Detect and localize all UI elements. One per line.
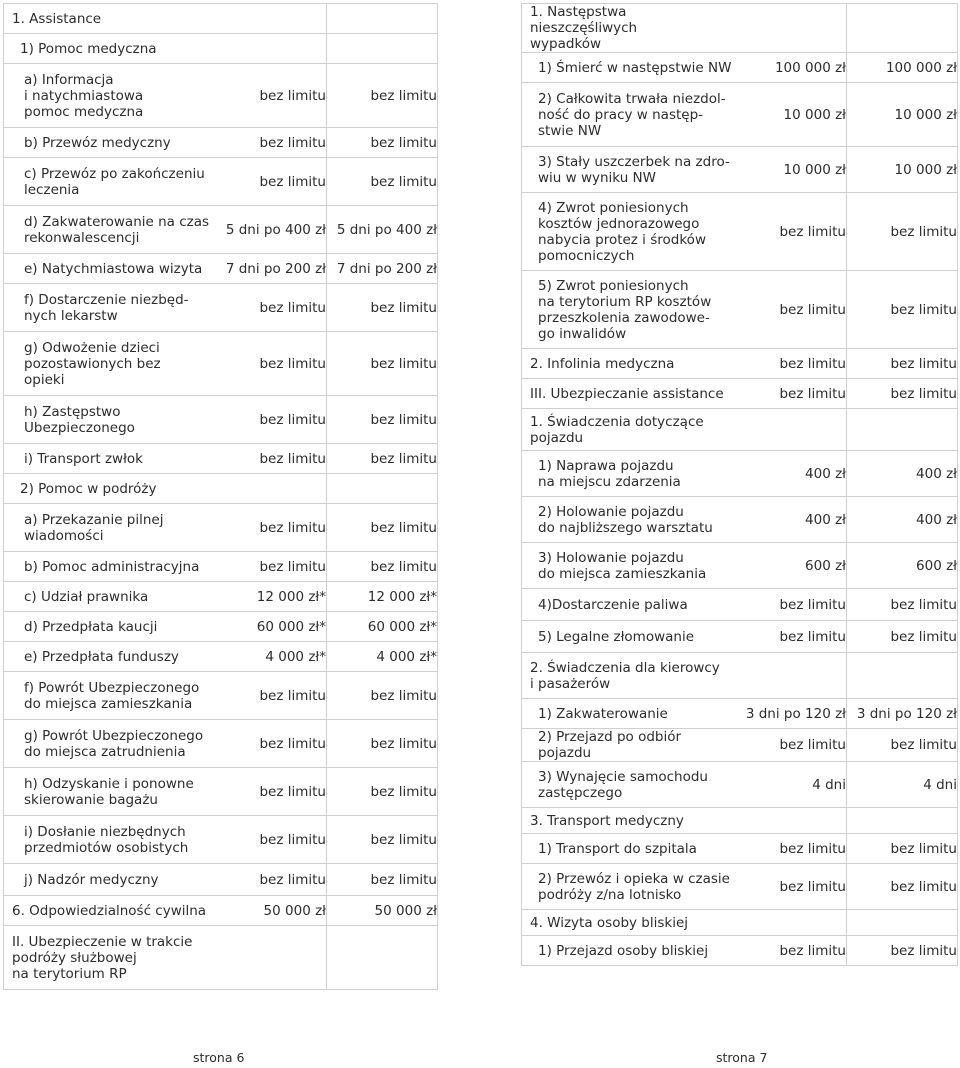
limit-value-1: bez limitu — [211, 396, 327, 444]
limit-value-2: 50 000 zł — [327, 896, 438, 926]
limit-value-1: bez limitu — [211, 816, 327, 864]
limit-value-2: 5 dni po 400 zł — [327, 206, 438, 254]
limit-value-1: 4 dni — [736, 762, 847, 808]
limit-value-2 — [847, 653, 958, 699]
table-row — [522, 497, 958, 543]
table-row — [4, 284, 438, 332]
table-row — [4, 254, 438, 284]
limit-value-1: bez limitu — [736, 271, 847, 349]
table-row — [4, 206, 438, 254]
row-label: 1) Przejazd osoby bliskiej — [522, 936, 736, 966]
table-row — [4, 396, 438, 444]
table-row — [522, 589, 958, 621]
limit-value-2 — [847, 808, 958, 834]
coverage-table-right — [521, 3, 958, 966]
limit-value-1: 400 zł — [736, 497, 847, 543]
row-label: 3) Stały uszczerbek na zdro- wiu w wyniku NW — [522, 147, 736, 193]
row-label: d) Przedpłata kaucji — [4, 612, 211, 642]
limit-value-2 — [327, 34, 438, 64]
row-label: 1) Zakwaterowanie — [522, 699, 736, 729]
limit-value-2: 400 zł — [847, 497, 958, 543]
row-label: f) Dostarczenie niezbęd- nych lekarstw — [4, 284, 211, 332]
limit-value-2: bez limitu — [847, 729, 958, 762]
row-label: g) Powrót Ubezpieczonego do miejsca zatrudnienia — [4, 720, 211, 768]
limit-value-2: bez limitu — [327, 768, 438, 816]
limit-value-2: bez limitu — [847, 621, 958, 653]
limit-value-2: bez limitu — [327, 720, 438, 768]
limit-value-1: 5 dni po 400 zł — [211, 206, 327, 254]
table-row — [522, 193, 958, 271]
table-row — [4, 816, 438, 864]
row-label: 2. Świadczenia dla kierowcy i pasażerów — [522, 653, 736, 699]
row-label: 3) Wynajęcie samochodu zastępczego — [522, 762, 736, 808]
limit-value-1: 4 000 zł* — [211, 642, 327, 672]
limit-value-1: bez limitu — [211, 64, 327, 128]
row-label: 1. Świadczenia dotyczące pojazdu — [522, 409, 736, 451]
limit-value-1 — [736, 409, 847, 451]
limit-value-2 — [847, 409, 958, 451]
limit-value-2: 4 000 zł* — [327, 642, 438, 672]
row-label: 4) Zwrot poniesionych kosztów jednorazowego nabycia protez i środków pomocniczych — [522, 193, 736, 271]
limit-value-1 — [736, 910, 847, 936]
limit-value-1: 7 dni po 200 zł — [211, 254, 327, 284]
row-label: h) Odzyskanie i ponowne skierowanie bagażu — [4, 768, 211, 816]
table-row — [522, 834, 958, 864]
limit-value-2: bez limitu — [327, 864, 438, 896]
row-label: 1) Śmierć w następstwie NW — [522, 53, 736, 83]
limit-value-2: 10 000 zł — [847, 83, 958, 147]
row-label: b) Przewóz medyczny — [4, 128, 211, 158]
row-label: b) Pomoc administracyjna — [4, 552, 211, 582]
table-row — [4, 864, 438, 896]
table-row — [522, 936, 958, 966]
limit-value-1: 10 000 zł — [736, 147, 847, 193]
row-label: i) Transport zwłok — [4, 444, 211, 474]
table-row — [4, 582, 438, 612]
table-row — [522, 409, 958, 451]
limit-value-1: bez limitu — [736, 621, 847, 653]
table-row — [4, 552, 438, 582]
row-label: 6. Odpowiedzialność cywilna — [4, 896, 211, 926]
row-label: 3. Transport medyczny — [522, 808, 736, 834]
limit-value-1 — [736, 653, 847, 699]
row-label: 5) Zwrot poniesionych na terytorium RP kosztów przeszkolenia zawodowe- go inwalidów — [522, 271, 736, 349]
limit-value-1: bez limitu — [736, 193, 847, 271]
limit-value-1: bez limitu — [736, 379, 847, 409]
limit-value-1: bez limitu — [736, 834, 847, 864]
row-label: 4)Dostarczenie paliwa — [522, 589, 736, 621]
table-row — [522, 653, 958, 699]
row-label: f) Powrót Ubezpieczonego do miejsca zamieszkania — [4, 672, 211, 720]
row-label: II. Ubezpieczenie w trakcie podróży służbowej na terytorium RP — [4, 926, 211, 990]
limit-value-1: 10 000 zł — [736, 83, 847, 147]
page-number-right: strona 7 — [716, 1050, 768, 1065]
limit-value-2: bez limitu — [327, 284, 438, 332]
limit-value-1 — [211, 34, 327, 64]
limit-value-2: bez limitu — [847, 936, 958, 966]
limit-value-2 — [327, 4, 438, 34]
limit-value-1: bez limitu — [211, 128, 327, 158]
table-row — [522, 543, 958, 589]
row-label: 4. Wizyta osoby bliskiej — [522, 910, 736, 936]
row-label: 5) Legalne złomowanie — [522, 621, 736, 653]
limit-value-2: 12 000 zł* — [327, 582, 438, 612]
limit-value-2: 100 000 zł — [847, 53, 958, 83]
table-row — [4, 504, 438, 552]
table-row — [522, 4, 958, 53]
limit-value-2 — [327, 926, 438, 990]
limit-value-2: bez limitu — [327, 64, 438, 128]
limit-value-1: 400 zł — [736, 451, 847, 497]
table-row — [4, 444, 438, 474]
row-label: 1. Następstwa nieszczęśliwych wypadków — [530, 4, 638, 52]
limit-value-1: bez limitu — [736, 729, 847, 762]
limit-value-2: bez limitu — [327, 444, 438, 474]
row-label: c) Udział prawnika — [4, 582, 211, 612]
limit-value-1: 600 zł — [736, 543, 847, 589]
row-label: c) Przewóz po zakończeniu leczenia — [4, 158, 211, 206]
limit-value-1: bez limitu — [211, 768, 327, 816]
row-label: j) Nadzór medyczny — [4, 864, 211, 896]
table-row — [522, 83, 958, 147]
row-label: 1) Transport do szpitala — [522, 834, 736, 864]
row-label: h) Zastępstwo Ubezpieczonego — [4, 396, 211, 444]
limit-value-2: bez limitu — [327, 552, 438, 582]
row-label: a) Przekazanie pilnej wiadomości — [4, 504, 211, 552]
limit-value-1: bez limitu — [736, 864, 847, 910]
row-label: a) Informacja i natychmiastowa pomoc medyczna — [4, 64, 211, 128]
limit-value-1: 3 dni po 120 zł — [736, 699, 847, 729]
row-label: 2) Przejazd po odbiór pojazdu — [522, 729, 736, 762]
table-row — [522, 621, 958, 653]
row-label: 2) Pomoc w podróży — [4, 474, 211, 504]
limit-value-2: bez limitu — [327, 332, 438, 396]
limit-value-2 — [847, 910, 958, 936]
table-row — [522, 808, 958, 834]
limit-value-1: bez limitu — [211, 552, 327, 582]
limit-value-1: 100 000 zł — [736, 53, 847, 83]
limit-value-1 — [211, 474, 327, 504]
table-row — [522, 147, 958, 193]
table-row — [4, 768, 438, 816]
limit-value-1 — [211, 4, 327, 34]
row-label: e) Przedpłata funduszy — [4, 642, 211, 672]
table-row — [4, 34, 438, 64]
limit-value-1 — [736, 4, 847, 53]
row-label: 2) Całkowita trwała niezdol- ność do pracy w następ- stwie NW — [522, 83, 736, 147]
table-row — [4, 158, 438, 206]
table-row — [4, 612, 438, 642]
table-row — [4, 926, 438, 990]
table-row — [4, 64, 438, 128]
table-row — [4, 896, 438, 926]
limit-value-1: bez limitu — [211, 864, 327, 896]
limit-value-1: bez limitu — [211, 332, 327, 396]
row-label: III. Ubezpieczanie assistance — [522, 379, 736, 409]
limit-value-2: bez limitu — [847, 349, 958, 379]
table-row — [522, 910, 958, 936]
limit-value-2: 400 zł — [847, 451, 958, 497]
limit-value-2: bez limitu — [327, 672, 438, 720]
limit-value-2: bez limitu — [847, 864, 958, 910]
row-label: 2) Holowanie pojazdu do najbliższego warsztatu — [522, 497, 736, 543]
table-row — [4, 128, 438, 158]
limit-value-2: bez limitu — [847, 834, 958, 864]
table-row — [522, 699, 958, 729]
row-label: 2) Przewóz i opieka w czasie podróży z/na lotnisko — [522, 864, 736, 910]
table-row — [522, 349, 958, 379]
table-row — [522, 729, 958, 762]
table-row — [522, 762, 958, 808]
limit-value-2: bez limitu — [327, 396, 438, 444]
table-row — [522, 379, 958, 409]
limit-value-2: bez limitu — [327, 816, 438, 864]
page-number-left: strona 6 — [193, 1050, 245, 1065]
limit-value-1 — [736, 808, 847, 834]
row-label: 1. Assistance — [12, 10, 102, 27]
table-row — [4, 672, 438, 720]
limit-value-1: bez limitu — [211, 158, 327, 206]
limit-value-1: bez limitu — [736, 349, 847, 379]
row-label: d) Zakwaterowanie na czas rekonwalescencji — [4, 206, 211, 254]
row-label: e) Natychmiastowa wizyta — [4, 254, 211, 284]
table-row — [4, 474, 438, 504]
coverage-table-left — [3, 3, 438, 990]
limit-value-1: bez limitu — [211, 284, 327, 332]
limit-value-2 — [327, 474, 438, 504]
table-row — [4, 332, 438, 396]
row-label: 1) Pomoc medyczna — [4, 34, 211, 64]
limit-value-1: 50 000 zł — [211, 896, 327, 926]
limit-value-1 — [211, 926, 327, 990]
row-label: 1) Naprawa pojazdu na miejscu zdarzenia — [522, 451, 736, 497]
row-label: 2. Infolinia medyczna — [522, 349, 736, 379]
table-row — [4, 720, 438, 768]
limit-value-1: bez limitu — [736, 589, 847, 621]
table-row — [4, 4, 438, 34]
limit-value-2: bez limitu — [327, 158, 438, 206]
limit-value-1: 60 000 zł* — [211, 612, 327, 642]
limit-value-2: bez limitu — [847, 379, 958, 409]
limit-value-1: 12 000 zł* — [211, 582, 327, 612]
limit-value-2: 7 dni po 200 zł — [327, 254, 438, 284]
table-row — [522, 271, 958, 349]
limit-value-2: bez limitu — [847, 589, 958, 621]
limit-value-1: bez limitu — [211, 720, 327, 768]
limit-value-2: 600 zł — [847, 543, 958, 589]
row-label: i) Dosłanie niezbędnych przedmiotów osobistych — [4, 816, 211, 864]
table-row — [4, 642, 438, 672]
limit-value-2: 3 dni po 120 zł — [847, 699, 958, 729]
limit-value-2: 60 000 zł* — [327, 612, 438, 642]
row-label: 3) Holowanie pojazdu do miejsca zamieszkania — [522, 543, 736, 589]
table-row — [522, 53, 958, 83]
limit-value-1: bez limitu — [211, 672, 327, 720]
limit-value-2: 10 000 zł — [847, 147, 958, 193]
limit-value-1: bez limitu — [211, 444, 327, 474]
row-label: g) Odwożenie dzieci pozostawionych bez opieki — [4, 332, 211, 396]
limit-value-1: bez limitu — [736, 936, 847, 966]
limit-value-2: bez limitu — [327, 504, 438, 552]
limit-value-2: 4 dni — [847, 762, 958, 808]
limit-value-1: bez limitu — [211, 504, 327, 552]
limit-value-2 — [847, 4, 958, 53]
table-row — [522, 451, 958, 497]
limit-value-2: bez limitu — [847, 193, 958, 271]
limit-value-2: bez limitu — [847, 271, 958, 349]
limit-value-2: bez limitu — [327, 128, 438, 158]
table-row — [522, 864, 958, 910]
